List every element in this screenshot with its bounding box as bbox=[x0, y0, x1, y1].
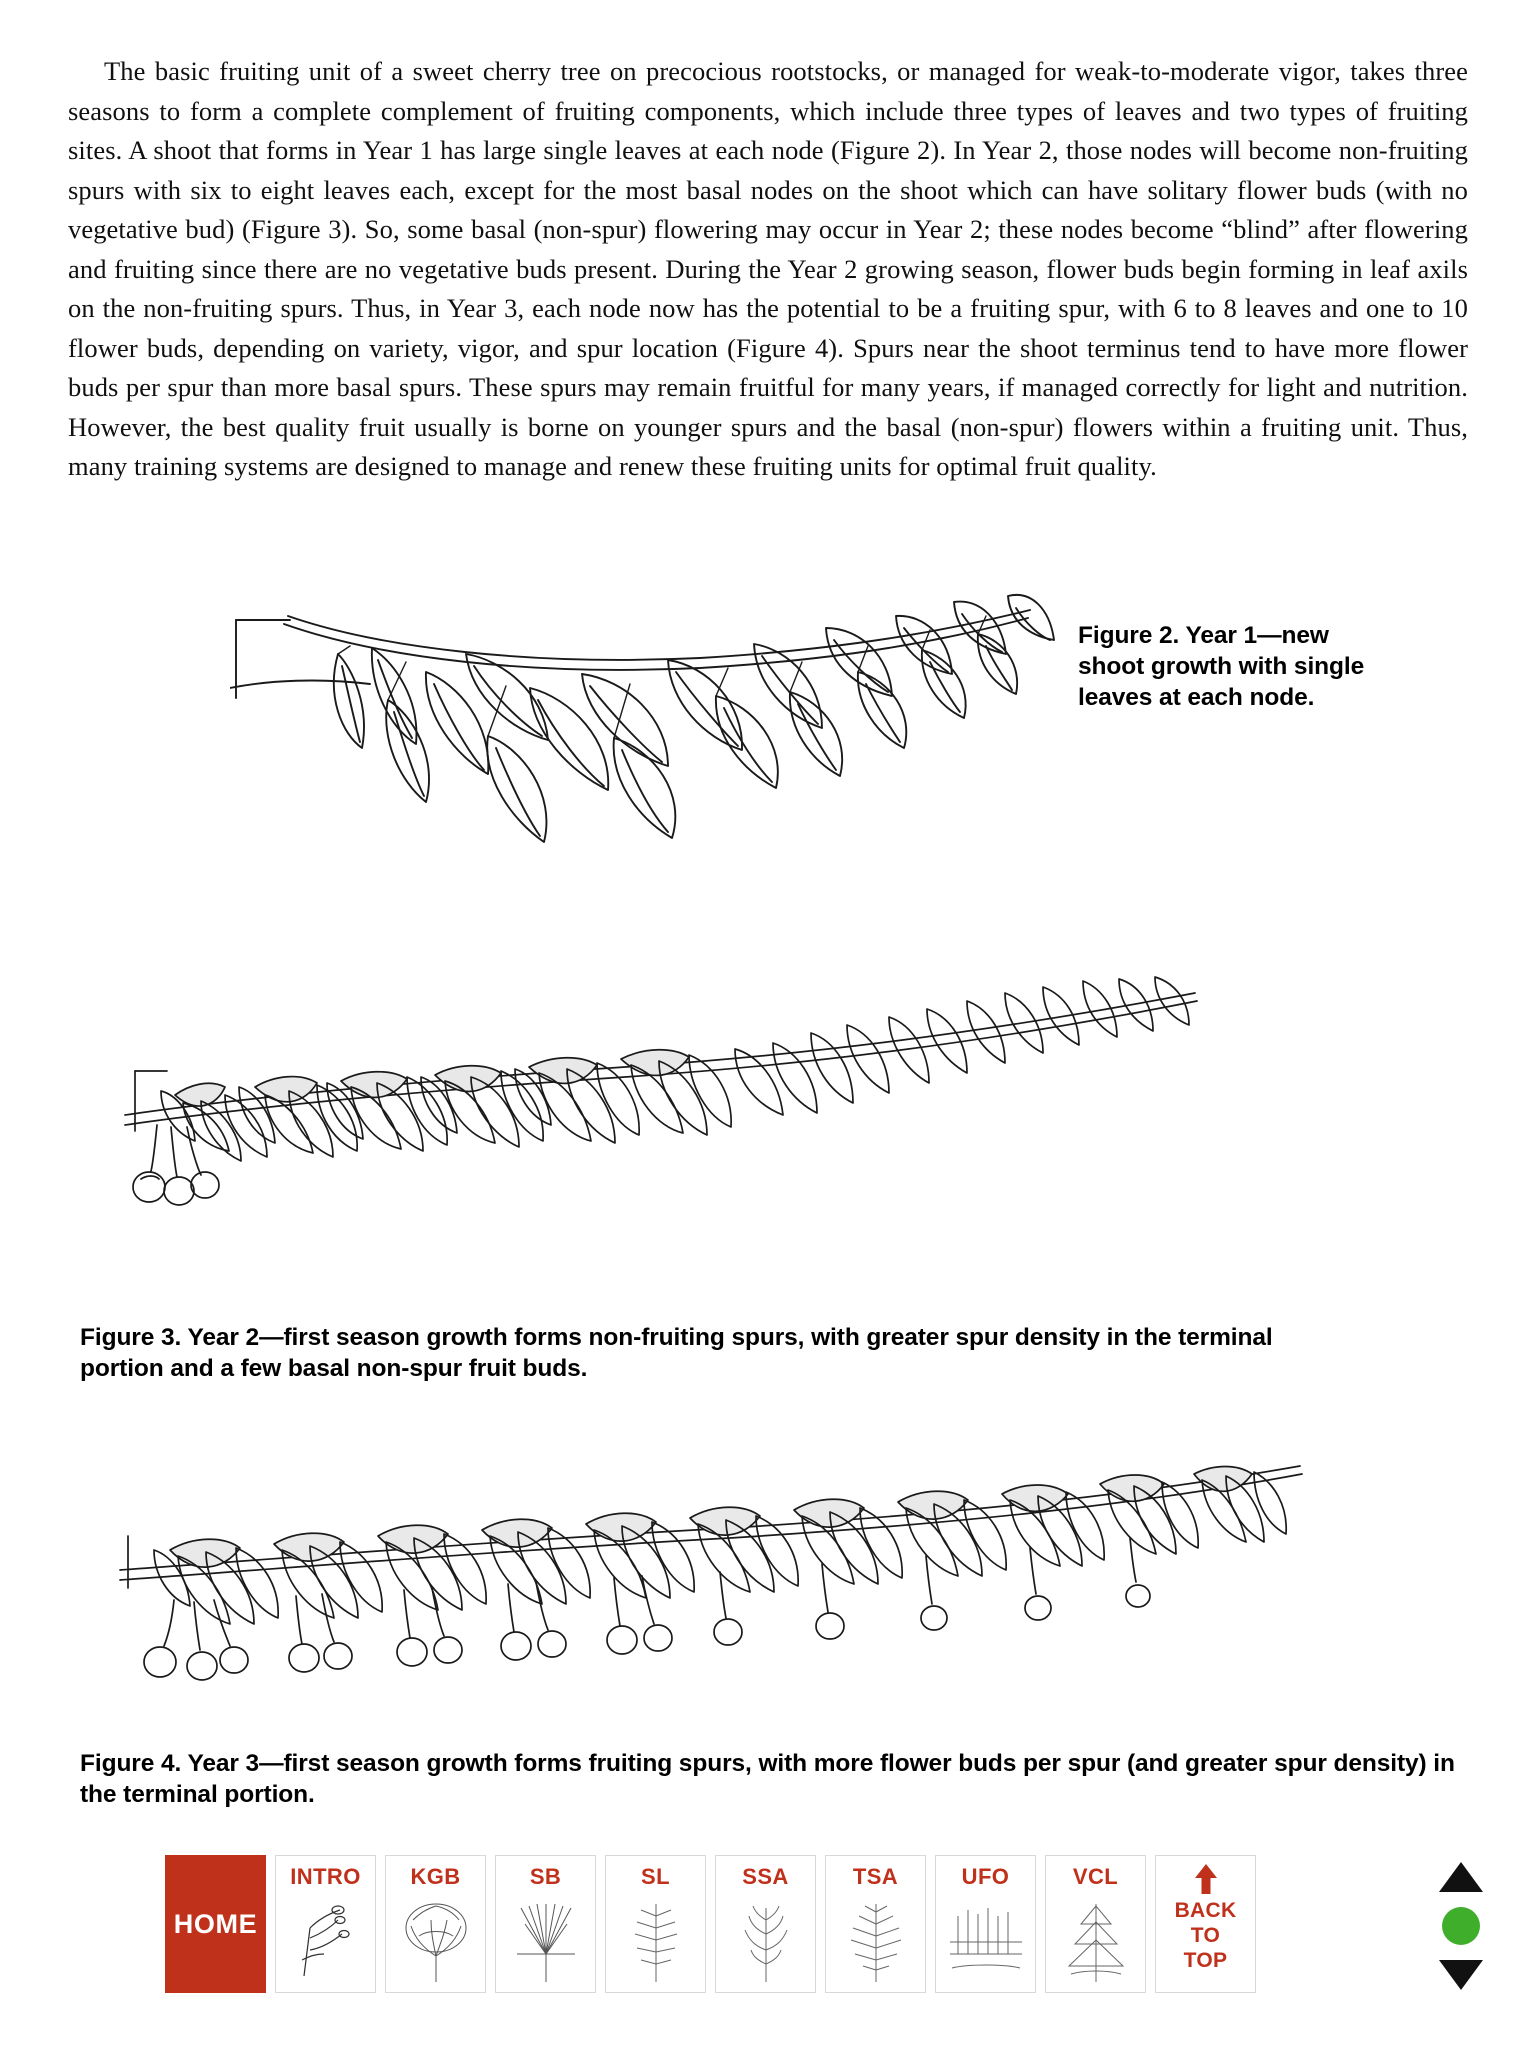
figure-3-illustration bbox=[105, 975, 1215, 1265]
nav-button-home[interactable] bbox=[165, 1855, 266, 1993]
figure-3-caption: Figure 3. Year 2—first season growth forms non-fruiting spurs, with greater spur density in the terminal portion and a few basal non-spur fruit buds. bbox=[80, 1324, 1273, 1382]
nav-button-sb[interactable] bbox=[495, 1855, 596, 1993]
nav-label-sl: SL bbox=[641, 1864, 670, 1889]
super-slender-thumbnail-icon bbox=[606, 1889, 705, 1992]
nav-label-ssa: SSA bbox=[742, 1864, 789, 1889]
shoot-thumbnail-icon bbox=[276, 1889, 375, 1992]
nav-button-sl[interactable] bbox=[605, 1855, 706, 1993]
body-paragraph: The basic fruiting unit of a sweet cherry tree on precocious rootstocks, or managed for weak-to-moderate vigor, takes three seasons to form a complete complement of fruiting components, which include three types of leaves and two types of fruiting sites. A shoot that forms in Year 1 has large single leaves at each node (Figure 2). In Year 2, those nodes will become non-fruiting spurs with six to eight leaves each, except for the most basal nodes on the shoot which can have solitary flower buds (with no vegetative bud) (Figure 3). So, some basal (non-spur) flowering may occur in Year 2; these nodes become “blind” after flowering and fruiting since there are no vegetative buds present. During the Year 2 growing season, flower buds begin forming in leaf axils on the non-fruiting spurs. Thus, in Year 3, each node now has the potential to be a fruiting spur, with 6 to 8 leaves and one to 10 flower buds, depending on variety, vigor, and spur location (Figure 4). Spurs near the shoot terminus tend to have more flower buds per spur than more basal spurs. These spurs may remain fruitful for many years, if managed correctly for light and nutrition. However, the best quality fruit usually is borne on younger spurs and the basal (non-spur) flowers within a fruiting unit. Thus, many training systems are designed to manage and renew these fruiting units for optimal fruit quality. bbox=[68, 56, 1468, 481]
back-to-top-line-3: TOP bbox=[1183, 1949, 1228, 1972]
nav-button-vcl[interactable] bbox=[1045, 1855, 1146, 1993]
figure-2-caption: Figure 2. Year 1—new shoot growth with single leaves at each node. bbox=[1078, 622, 1365, 711]
nav-button-tsa[interactable] bbox=[825, 1855, 926, 1993]
figure-2-illustration bbox=[230, 588, 1060, 908]
nav-label-kgb: KGB bbox=[410, 1864, 461, 1889]
figure-4-illustration bbox=[110, 1440, 1310, 1710]
bottom-navigation-bar[interactable] bbox=[165, 1855, 1256, 1993]
back-to-top-line-1: BACK bbox=[1174, 1899, 1237, 1922]
nav-label-vcl: VCL bbox=[1072, 1864, 1119, 1889]
triangle-down-icon[interactable] bbox=[1439, 1960, 1483, 1990]
up-arrow-icon bbox=[1192, 1862, 1220, 1896]
bush-tree-thumbnail-icon bbox=[386, 1889, 485, 1992]
nav-button-ufo[interactable] bbox=[935, 1855, 1036, 1993]
nav-button-ssa[interactable] bbox=[715, 1855, 816, 1993]
spindle-bush-thumbnail-icon bbox=[496, 1889, 595, 1992]
figure-4-caption: Figure 4. Year 3—first season growth forms fruiting spurs, with more flower buds per spur (and greater spur density) in the terminal portion. bbox=[80, 1750, 1455, 1808]
triangle-up-icon[interactable] bbox=[1439, 1862, 1483, 1892]
scroll-handle[interactable] bbox=[1442, 1907, 1480, 1945]
upright-fruiting-offshoot-thumbnail-icon bbox=[936, 1889, 1035, 1992]
back-to-top-line-2: TO bbox=[1190, 1924, 1221, 1947]
steep-leader-thumbnail-icon bbox=[716, 1889, 815, 1992]
nav-label-ufo: UFO bbox=[961, 1864, 1010, 1889]
nav-button-intro[interactable] bbox=[275, 1855, 376, 1993]
vertical-axis-thumbnail-icon bbox=[1046, 1889, 1145, 1992]
nav-label-home: HOME bbox=[173, 1909, 258, 1939]
page-scroll-widget[interactable] bbox=[1430, 1862, 1492, 1990]
nav-label-tsa: TSA bbox=[852, 1864, 899, 1889]
nav-label-sb: SB bbox=[529, 1864, 562, 1889]
nav-button-kgb[interactable] bbox=[385, 1855, 486, 1993]
nav-label-intro: INTRO bbox=[290, 1864, 361, 1889]
nav-button-back-to-top[interactable] bbox=[1155, 1855, 1256, 1993]
tall-spindle-thumbnail-icon bbox=[826, 1889, 925, 1992]
